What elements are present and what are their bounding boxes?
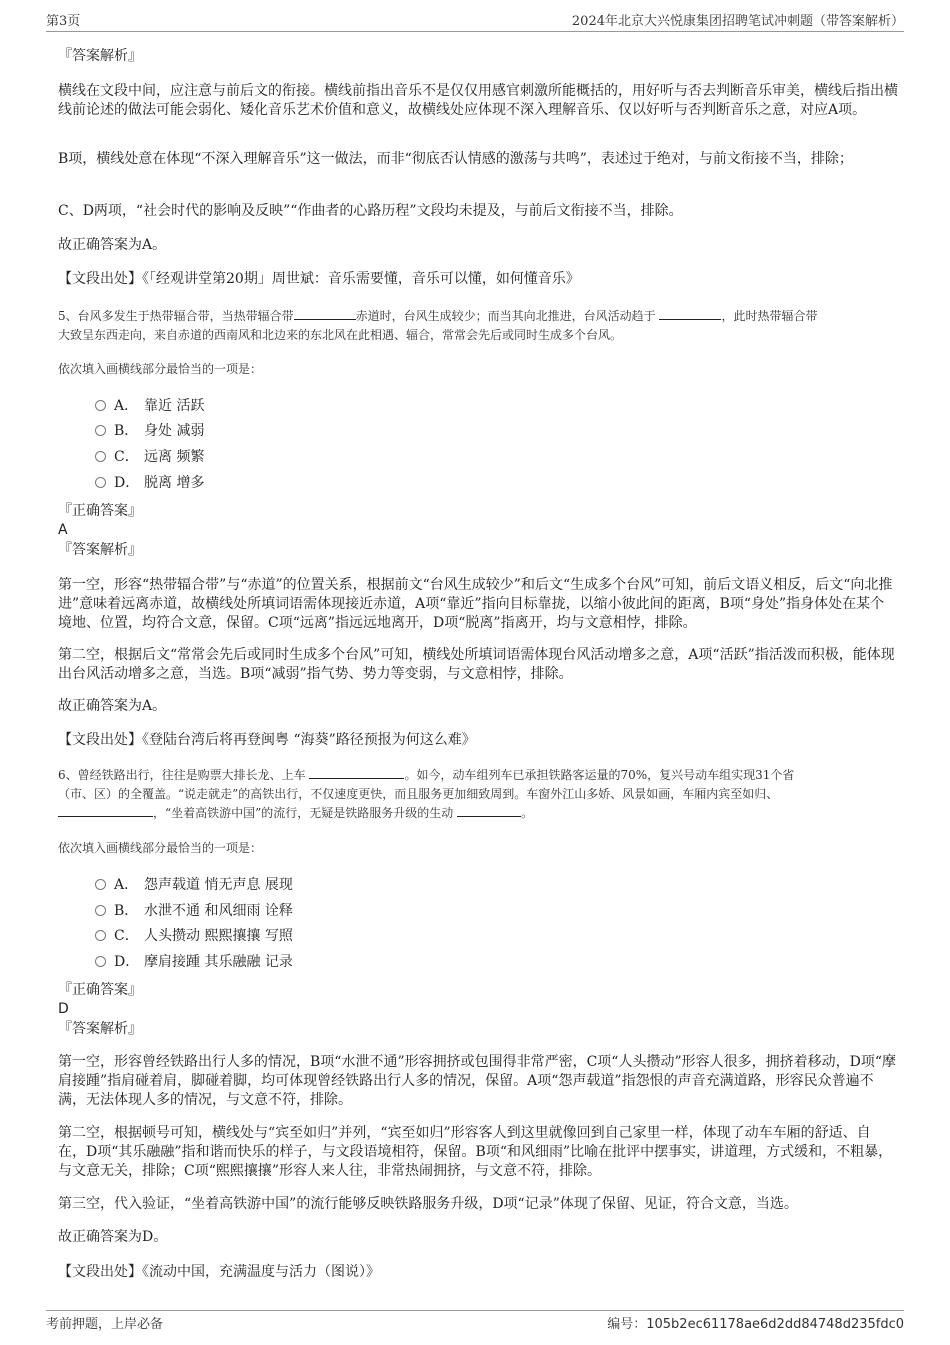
q5-blank-2 [659,307,721,320]
q6-option-d[interactable]: D． 摩肩接踵 其乐融融 记录 [95,953,293,972]
footer-divider [46,1310,904,1311]
q5-correct-label: 『正确答案』 [58,503,142,519]
header-divider [46,31,904,32]
q5-stem-part1: 5、台风多发生于热带辐合带，当热带辐合带 [58,309,294,323]
q6-stem-part1: 6、曾经铁路出行，往往是购票大排长龙、上车 [58,768,306,782]
q5-option-d[interactable]: D． 脱离 增多 [95,474,204,493]
radio-icon[interactable] [95,425,106,436]
radio-icon[interactable] [95,400,106,411]
q6-stem-part3: （市、区）的全覆盖。“说走就走”的高铁出行，不仅速度更快，而且服务更加细致周到。车窗外江山多娇、风景如画，车厢内宾至如归、 [58,787,779,801]
q6-analysis-p3: 第三空，代入验证，“坐着高铁游中国”的流行能够反映铁路服务升级，D项“记录”体现了保留、见证，符合文意，当选。 [58,1196,798,1212]
q5-stem-part4: 大致呈东西走向，来自赤道的西南风和北边来的东北风在此相遇、辐合，常常会先后或同时生成多个台风。 [58,328,623,342]
q6-source: 【文段出处】《流动中国，充满温度与活力（图说）》 [58,1264,380,1280]
q4-analysis-p3: C、D两项，“社会时代的影响及反映”“作曲者的心路历程”文段均未提及，与前后文衔接不当，排除。 [58,203,683,219]
radio-icon[interactable] [95,879,106,890]
q6-blank-2 [58,804,153,817]
q6-option-a[interactable]: A． 怨声载道 悄无声息 展现 [95,876,293,895]
q6-analysis-p2: 第二空，根据顿号可知，横线处与“宾至如归”并列，“宾至如归”形容客人到这里就像回到自己家里一样，体现了动车车厢的舒适、自在，D项“其乐融融”指和谐而快乐的样子，与文段语境相符，保留。B项“和风细雨”比喻在批评中摆事实，讲道理，方式缓和，不粗暴，与文意无关，排除；C项“熙熙攘攘”形容人来人往，非常热闹拥挤，与文意不符，排除。 [58,1125,893,1179]
q6-stem: 6、曾经铁路出行，往往是购票大排长龙、上车 。如今，动车组列车已承担铁路客运量的70%，复兴号动车组实现31个省 （市、区）的全覆盖。“说走就走”的高铁出行，不仅速度更快，而且服务更加细致周到。车窗外江山多娇、风景如画，车厢内宾至如归、 ，“坐着高铁游中国”的流行，无疑是铁路服务升级的生动 。 [58,768,795,820]
q6-blank-1 [309,766,404,779]
q5-option-c[interactable]: C． 远离 频繁 [95,448,204,467]
q6-stem-part2: 。如今，动车组列车已承担铁路客运量的70%，复兴号动车组实现31个省 [404,768,795,782]
q5-answer: A [58,522,68,538]
q5-analysis-p1: 第一空，形容“热带辐合带”与“赤道”的位置关系，根据前文“台风生成较少”和后文“生成多个台风”可知，前后文语义相反，后文“向北推进”意味着远离赤道，故横线处所填词语需体现接近赤道，A项“靠近”指向目标靠拢，以缩小彼此间的距离，B项“身处”指身体处在某个境地、位置，均符合文意，保留。C项“远离”指远远地离开，D项“脱离”指离开，均与文意相悖，排除。 [58,577,893,631]
q5-conclusion: 故正确答案为A。 [58,698,167,714]
q4-source: 【文段出处】《「经观讲堂第20期」周世斌：音乐需要懂，音乐可以懂，如何懂音乐》 [58,271,580,287]
radio-icon[interactable] [95,905,106,916]
q5-analysis-p2: 第二空，根据后文“常常会先后或同时生成多个台风”可知，横线处所填词语需体现台风活动增多之意，A项“活跃”指活泼而积极，能体现出台风活动增多之意，当选。B项“减弱”指气势、势力等变弱，与文意相悖，排除。 [58,647,895,682]
q4-conclusion: 故正确答案为A。 [58,237,167,253]
q6-correct-label: 『正确答案』 [58,982,142,998]
q5-stem-part2: 赤道时，台风生成较少；而当其向北推进，台风活动趋于 [355,309,656,323]
q6-option-c[interactable]: C． 人头攒动 熙熙攘攘 写照 [95,927,293,946]
q6-analysis-p1: 第一空，形容曾经铁路出行人多的情况，B项“水泄不通”形容拥挤或包围得非常严密，C项“人头攒动”形容人很多，拥挤着移动，D项“摩肩接踵”指肩碰着肩，脚碰着脚，均可体现曾经铁路出行人多的情况，保留。A项“怨声载道”指怨恨的声音充满道路，形容民众普遍不满，无法体现人多的情况，与文意不符，排除。 [58,1054,897,1108]
q5-blank-1 [294,307,356,320]
q5-stem [58,307,898,345]
q5-option-b[interactable]: B． 身处 减弱 [95,422,204,441]
q6-stem-part4: ，“坐着高铁游中国”的流行，无疑是铁路服务升级的生动 [153,806,454,820]
q6-answer: D [58,1001,69,1017]
q6-prompt: 依次填入画横线部分最恰当的一项是： [58,841,263,855]
q6-conclusion: 故正确答案为D。 [58,1229,168,1245]
page-header [46,10,904,32]
q5-stem-part3: ，此时热带辐合带 [721,309,818,323]
q4-analysis-p2: B项，横线处意在体现“不深入理解音乐”这一做法，而非“彻底否认情感的激荡与共鸣”，表述过于绝对，与前文衔接不当，排除； [58,151,853,167]
document-code: 编号：105b2ec61178ae6d2dd84748d235fdc0 [607,1317,904,1332]
q4-analysis-label: 『答案解析』 [58,48,142,64]
q5-option-a[interactable]: A． 靠近 活跃 [95,397,204,416]
radio-icon[interactable] [95,956,106,967]
q6-blank-3 [457,804,521,817]
q6-option-b[interactable]: B． 水泄不通 和风细雨 诠释 [95,902,293,921]
radio-icon[interactable] [95,451,106,462]
radio-icon[interactable] [95,930,106,941]
q4-analysis-p1: 横线在文段中间，应注意与前后文的衔接。横线前指出音乐不是仅仅用感官刺激所能概括的，用好听与否去判断音乐审美，横线后指出横线前论述的做法可能会弱化、矮化音乐艺术价值和意义，故横线处应体现不深入理解音乐、仅以好听与否判断音乐之意，对应A项。 [58,83,898,118]
q6-analysis-label: 『答案解析』 [58,1021,142,1037]
q5-source: 【文段出处】《登陆台湾后将再登闽粤 “海葵”路径预报为何这么难》 [58,732,476,748]
page-number: 第3页 [46,14,81,29]
document-title: 2024年北京大兴悦康集团招聘笔试冲刺题（带答案解析） [571,14,904,29]
q5-analysis-label: 『答案解析』 [58,542,142,558]
radio-icon[interactable] [95,477,106,488]
footer-slogan: 考前押题，上岸必备 [46,1317,164,1332]
q5-prompt: 依次填入画横线部分最恰当的一项是： [58,362,263,376]
